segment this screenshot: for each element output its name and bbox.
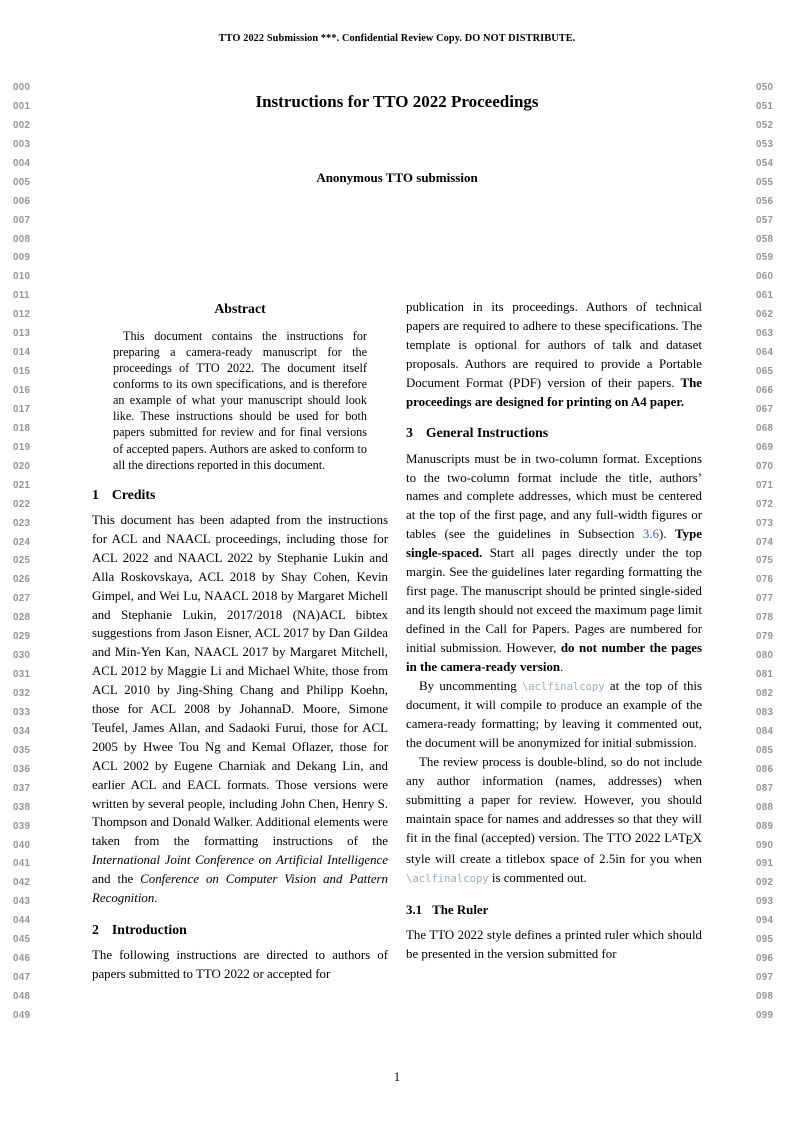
text-segment: L — [664, 830, 673, 845]
general-instructions-paragraph-3 — [406, 753, 702, 889]
section-number: 3 — [406, 425, 413, 441]
text-segment: Start all pages directly under the top margin. See the guidelines later regarding formatting the first page. The manuscript should be printed single-sided and its length should not exceed the maximum page limit defined in the Call for Papers. Pages are numbered for initial submission. However, — [406, 546, 702, 655]
line-number: 035 — [13, 744, 31, 756]
line-number: 031 — [13, 669, 31, 681]
line-number: 066 — [756, 385, 774, 396]
line-number: 022 — [13, 498, 31, 510]
two-column-body — [92, 298, 702, 984]
line-number: 096 — [756, 953, 774, 965]
line-number: 089 — [756, 820, 774, 832]
line-number: 074 — [756, 536, 774, 548]
text-segment: ). — [659, 527, 676, 542]
line-number: 037 — [13, 782, 31, 794]
line-number: 024 — [13, 536, 31, 548]
text-segment: . — [560, 659, 564, 674]
code-token: \aclfinalcopy — [521, 680, 605, 693]
line-number: 010 — [13, 271, 31, 283]
line-number: 019 — [13, 441, 31, 453]
section-title: Credits — [111, 486, 156, 502]
text-segment: Type single-spaced. — [406, 527, 702, 561]
line-number: 090 — [756, 839, 774, 851]
line-number: 058 — [756, 233, 774, 245]
line-number: 063 — [756, 328, 774, 340]
line-number: 099 — [756, 1009, 774, 1021]
subsection-title: The Ruler — [432, 903, 489, 918]
abstract-heading: Abstract — [214, 301, 266, 316]
line-number: 020 — [13, 460, 31, 472]
line-number: 059 — [756, 252, 774, 264]
text-segment: Manuscripts must be in two-column format. Exceptions to the two-column format include the title, authors’ names and complete addresses, which must be centered at the top of the first page, and any full-width figures or tables (see the guidelines in Subsection — [406, 451, 702, 542]
text-segment: at the top of this document, it will compile to produce an example of the camera-ready formatting; by leaving it commented out, the document will be anonymized for initial submission. — [406, 678, 702, 751]
line-number: 098 — [756, 991, 774, 1002]
line-number: 091 — [756, 858, 774, 870]
line-number: 077 — [756, 593, 774, 605]
line-number: 064 — [756, 347, 774, 359]
line-number: 062 — [756, 309, 774, 321]
text-segment: T — [677, 830, 686, 845]
text-segment: This document has been adapted from the instructions for ACL and NAACL proceedings, including those for ACL 2022 and NAACL 2022 by Stephanie Lukin and Alla Roskovskaya, ACL 2018 by Shay Cohen, Kevin Gimpel, and Wei Lu, NAACL 2018 by Margaret Michell and Stephanie Lukin, 2017/2018 (NA)ACL bibtex suggestions from Jason Eisner, ACL 2017 by Dan Gildea and Min-Yen Kan, NAACL 2017 by Margaret Mitchell, ACL 2012 by Maggie Li and Michael White, those from ACL 2010 by Jing-Shing Chang and Philipp Koehn, those for ACL 2008 by JohannaD. Moore, Simone Teufel, James Allan, and Sadaoki Furui, those for ACL 2005 by Hwee Tou Ng and Kemal Oflazer, those for ACL 2002 by Eugene Charniak and Dekang Lin, and earlier ACL and EACL formats. Those versions were written by several people, including John Chen, Henry S. Thompson and Donald Walker. Additional elements were taken from the formatting instructions of the — [92, 512, 388, 849]
line-number: 023 — [13, 517, 31, 529]
line-number: 087 — [756, 782, 774, 794]
line-number: 013 — [13, 328, 31, 340]
line-number: 044 — [13, 915, 31, 927]
line-numbers-left — [13, 79, 39, 1026]
introduction-paragraph: The following instructions are directed to authors of papers submitted to TTO 2022 or accepted for — [92, 948, 388, 982]
line-number: 040 — [13, 839, 31, 851]
introduction-continued-paragraph — [406, 298, 702, 411]
line-number: 001 — [13, 100, 31, 112]
general-instructions-paragraph-2 — [406, 677, 702, 754]
text-segment: and the — [92, 872, 141, 887]
line-number: 046 — [13, 953, 31, 965]
subsection-ref-link[interactable]: 3.6 — [642, 527, 660, 542]
line-number: 003 — [13, 138, 31, 150]
page-number: 1 — [393, 1070, 401, 1084]
line-number: 012 — [13, 309, 31, 321]
line-number: 052 — [756, 119, 774, 131]
section-title: General Instructions — [425, 425, 549, 441]
right-column — [406, 298, 702, 984]
text-segment: By uncommenting — [419, 678, 522, 693]
paper-content — [92, 0, 702, 984]
line-number: 015 — [13, 366, 31, 378]
left-column — [92, 298, 388, 984]
section-heading-general-instructions — [406, 424, 702, 441]
line-number: 080 — [756, 650, 774, 662]
line-number: 030 — [13, 650, 31, 662]
line-number: 002 — [13, 119, 31, 131]
text-segment: . — [154, 891, 158, 906]
abstract-text: This document contains the instructions for preparing a camera-ready manuscript for the proceedings of TTO 2022. The document itself conforms to its own specifications, and is therefore an example of what your manuscript should look like. These instructions should be used for both papers submitted for review and for final versions of accepted papers. Authors are asked to conform to all the directions reported in this document. — [113, 328, 367, 472]
line-number: 004 — [13, 157, 31, 169]
section-title: Introduction — [111, 922, 187, 938]
line-number: 006 — [13, 195, 31, 207]
credits-paragraph — [92, 511, 388, 908]
text-segment: Conference on Computer Vision and Pattern Recognition — [92, 872, 388, 906]
line-number: 071 — [756, 479, 774, 491]
line-number: 045 — [13, 934, 31, 946]
line-number: 082 — [756, 688, 774, 699]
line-number: 009 — [13, 252, 31, 264]
line-number: 069 — [756, 441, 774, 453]
text-segment: do not number the pages in the camera-ready version — [406, 640, 702, 674]
line-number: 057 — [756, 214, 774, 226]
text-segment: publication in its proceedings. Authors of technical papers are required to adhere to these specifications. The template is optional for authors of talk and dataset proposals. Authors are required to provide a Portable Document Format (PDF) version of their papers. — [406, 300, 702, 390]
paper-title: Instructions for TTO 2022 Proceedings — [255, 92, 539, 111]
ruler-paragraph: The TTO 2022 style defines a printed ruler which should be presented in the version submitted for — [406, 928, 702, 962]
line-number: 036 — [13, 763, 31, 775]
line-number: 072 — [756, 498, 774, 510]
line-number: 016 — [13, 385, 31, 396]
line-number: 094 — [756, 915, 774, 927]
line-number: 027 — [13, 593, 31, 605]
line-number: 068 — [756, 422, 774, 434]
line-number: 051 — [756, 100, 774, 112]
section-number: 2 — [92, 922, 99, 938]
line-number: 008 — [13, 233, 31, 245]
code-token: \aclfinalcopy — [406, 873, 489, 886]
line-number: 078 — [756, 612, 774, 624]
line-number: 067 — [756, 403, 774, 415]
line-number: 038 — [13, 801, 31, 813]
text-segment: A — [671, 832, 679, 843]
line-number: 085 — [756, 744, 774, 756]
line-number: 005 — [13, 176, 31, 188]
line-number: 049 — [13, 1009, 31, 1021]
line-number: 055 — [756, 176, 774, 188]
line-number: 033 — [13, 706, 31, 718]
line-number: 043 — [13, 896, 31, 908]
line-number: 061 — [756, 290, 774, 302]
line-number: 093 — [756, 896, 774, 908]
line-number: 092 — [756, 877, 774, 889]
line-number: 083 — [756, 706, 774, 718]
text-segment: The review process is double-blind, so do not include any author information (names, addresses) when submitting a paper for review. However, you should maintain space for names and addresses so that they will fit in the final (accepted) version. The TTO 2022 — [406, 755, 702, 845]
line-number: 070 — [756, 460, 774, 472]
text-segment: is commented out. — [488, 871, 587, 886]
line-number: 084 — [756, 725, 774, 737]
line-number: 014 — [13, 347, 31, 359]
line-number: 007 — [13, 214, 31, 226]
line-number: 017 — [13, 403, 31, 415]
line-number: 026 — [13, 574, 31, 586]
line-number: 021 — [13, 479, 31, 491]
line-number: 053 — [756, 138, 774, 150]
line-number: 028 — [13, 612, 31, 624]
line-number: 075 — [756, 555, 774, 567]
line-number: 042 — [13, 877, 31, 889]
line-number: 081 — [756, 669, 774, 681]
line-number: 034 — [13, 725, 31, 737]
line-number: 048 — [13, 991, 31, 1002]
line-number: 011 — [13, 290, 30, 302]
line-number: 025 — [13, 555, 31, 567]
line-number: 041 — [13, 858, 31, 870]
line-number: 079 — [756, 631, 774, 643]
confidential-review-header: TTO 2022 Submission ***. Confidential Review Copy. DO NOT DISTRIBUTE. — [218, 33, 576, 44]
line-number: 018 — [13, 422, 31, 434]
author-line: Anonymous TTO submission — [316, 170, 478, 185]
line-numbers-right — [756, 79, 782, 1026]
line-number: 000 — [13, 82, 31, 93]
line-number: 056 — [756, 195, 774, 207]
line-number: 097 — [756, 972, 774, 984]
section-heading-introduction — [92, 921, 388, 938]
line-number: 032 — [13, 688, 31, 699]
section-number: 1 — [92, 486, 99, 502]
line-number: 095 — [756, 934, 774, 946]
line-number: 029 — [13, 631, 31, 643]
line-number: 060 — [756, 271, 774, 283]
text-segment: International Joint Conference on Artificial Intelligence — [92, 853, 388, 868]
line-number: 050 — [756, 82, 774, 93]
general-instructions-paragraph-1 — [406, 450, 702, 677]
line-number: 047 — [13, 972, 31, 984]
line-number: 039 — [13, 820, 31, 832]
text-segment: E — [685, 833, 694, 848]
text-segment: X — [692, 830, 702, 845]
subsection-heading-ruler — [406, 902, 702, 918]
text-segment: style will create a titlebox space of 2.5in for you when — [406, 852, 702, 867]
subsection-number: 3.1 — [406, 903, 423, 918]
section-heading-credits — [92, 486, 388, 503]
line-number: 076 — [756, 574, 774, 586]
line-number: 086 — [756, 763, 774, 775]
text-segment: The proceedings are designed for printing on A4 paper. — [406, 375, 702, 409]
line-number: 054 — [756, 157, 774, 169]
line-number: 065 — [756, 366, 774, 378]
line-number: 088 — [756, 801, 774, 813]
line-number: 073 — [756, 517, 774, 529]
